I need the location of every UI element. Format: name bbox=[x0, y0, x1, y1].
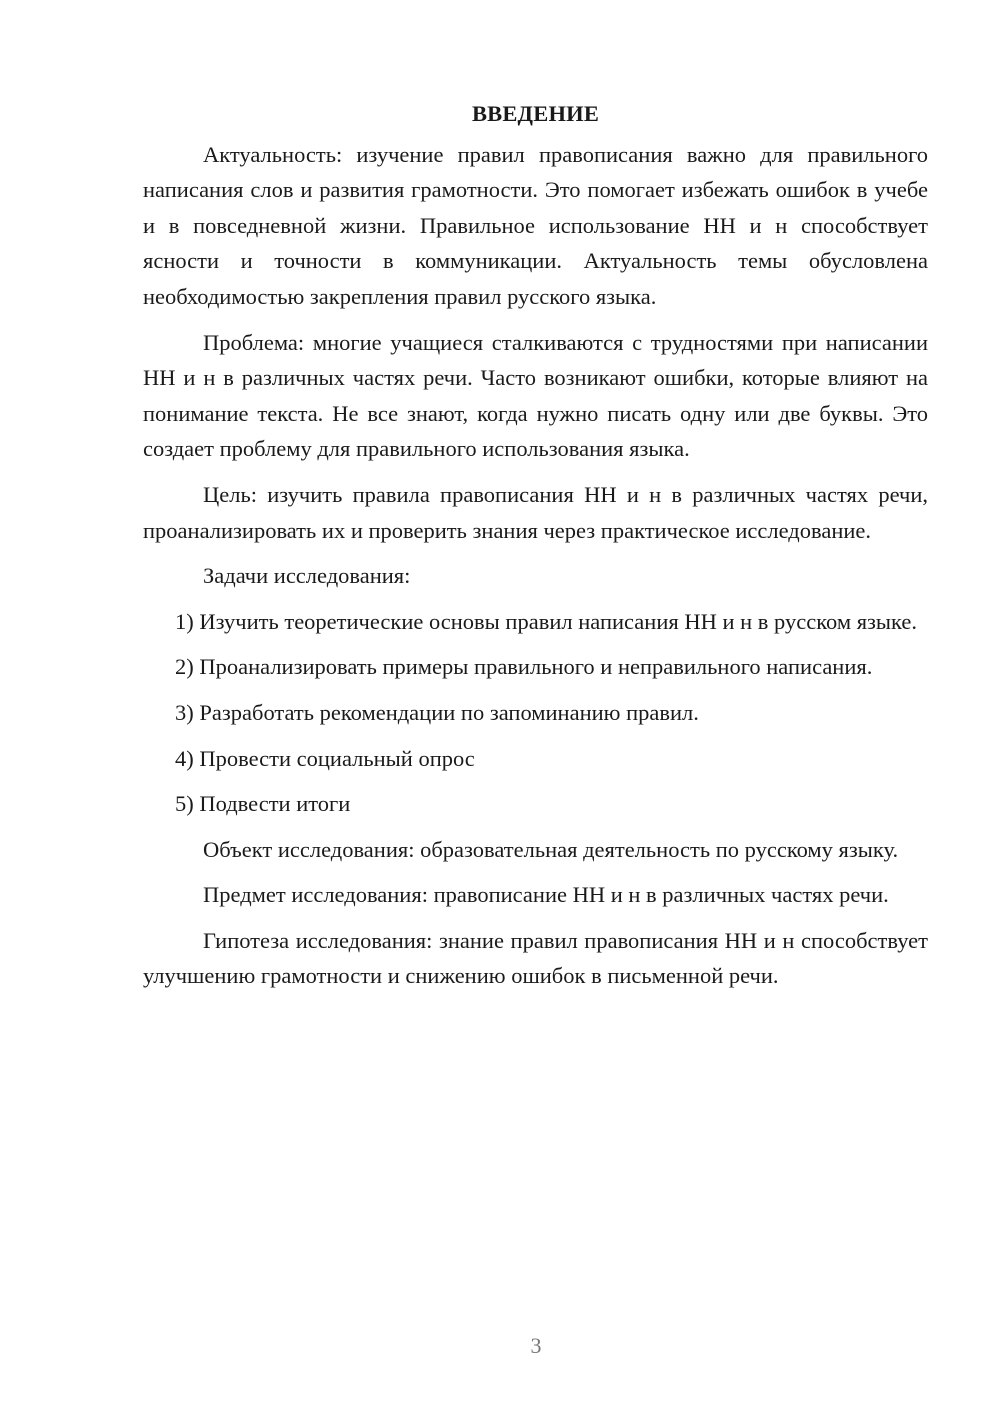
paragraph-object: Объект исследования: образовательная деятельность по русскому языку. bbox=[203, 836, 899, 862]
task-item-2: 2) Проанализировать примеры правильного и неправильного написания. bbox=[175, 654, 873, 680]
paragraph-hypothesis: Гипотеза исследования: знание правил правописания НН и н способствует улучшению грамотности и снижению ошибок в письменной речи. bbox=[143, 927, 928, 989]
page-content bbox=[143, 96, 928, 1004]
tasks-heading: Задачи исследования: bbox=[203, 563, 411, 589]
tasks-list bbox=[143, 604, 928, 822]
task-item-4: 4) Провести социальный опрос bbox=[175, 745, 475, 771]
task-item-1: 1) Изучить теоретические основы правил написания НН и н в русском языке. bbox=[175, 608, 918, 634]
paragraph-goal: Цель: изучить правила правописания НН и н в различных частях речи, проанализировать их и проверить знания через практическое исследование. bbox=[143, 481, 928, 543]
paragraph-subject: Предмет исследования: правописание НН и н в различных частях речи. bbox=[203, 882, 889, 908]
paragraph-relevance: Актуальность: изучение правил правописания важно для правильного написания слов и развития грамотности. Это помогает избежать ошибок в учебе и в повседневной жизни. Правильное использование НН и н способствует ясности и точности в коммуникации. Актуальность темы обусловлена необходимостью закрепления правил русского языка. bbox=[143, 141, 928, 309]
task-item-5: 5) Подвести итоги bbox=[175, 791, 351, 817]
paragraph-problem: Проблема: многие учащиеся сталкиваются с трудностями при написании НН и н в различных частях речи. Часто возникают ошибки, которые влияют на понимание текста. Не все знают, когда нужно писать одну или две буквы. Это создает проблему для правильного использования языка. bbox=[143, 329, 928, 462]
page-number: 3 bbox=[530, 1333, 542, 1358]
section-title: ВВЕДЕНИЕ bbox=[471, 101, 600, 126]
task-item-3: 3) Разработать рекомендации по запоминанию правил. bbox=[175, 699, 699, 725]
